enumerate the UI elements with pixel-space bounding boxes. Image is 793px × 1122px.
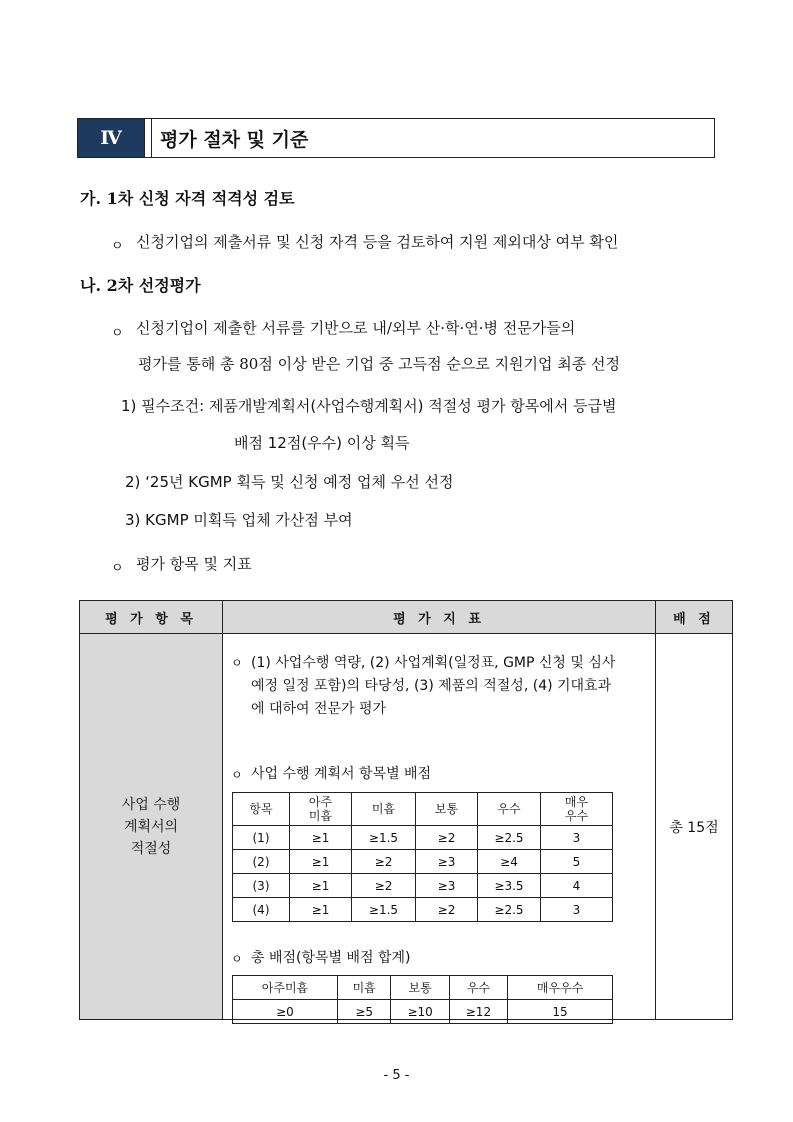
section-title: 평가 절차 및 기준 — [151, 119, 714, 157]
table-row: (4) ≥1 ≥1.5 ≥2 ≥2.5 3 — [233, 898, 613, 922]
evaluation-table — [79, 600, 733, 1020]
bullet-mark: ㅇ — [111, 239, 124, 254]
header-score: 배 점 — [656, 601, 733, 634]
sub1-title: 사업 수행 계획서 항목별 배점 — [251, 766, 432, 782]
item-name-cell: 사업 수행 계획서의 적절성 — [80, 634, 223, 1020]
table-row: (2) ≥1 ≥2 ≥3 ≥4 5 — [233, 850, 613, 874]
table-row: (1) ≥1 ≥1.5 ≥2 ≥2.5 3 — [233, 826, 613, 850]
page-number: - 5 - — [383, 1068, 410, 1083]
part-a-bullet-text: 신청기업의 제출서류 및 신청 자격 등을 검토하여 지원 제외대상 여부 확인 — [136, 233, 619, 251]
header-item: 평 가 항 목 — [80, 601, 223, 634]
part-b-bullet-line1: 신청기업이 제출한 서류를 기반으로 내/외부 산·학·연·병 전문가들의 — [136, 319, 576, 337]
heading-part-a: 가. 1차 신청 자격 적격성 검토 — [80, 189, 295, 208]
table-row: (3) ≥1 ≥2 ≥3 ≥3.5 4 — [233, 874, 613, 898]
header-indicator: 평 가 지 표 — [223, 601, 656, 634]
table-row: ≥0 ≥5 ≥10 ≥12 15 — [233, 1000, 613, 1024]
item-2: 2) ‘25년 KGMP 획득 및 신청 예정 업체 우선 선정 — [125, 473, 454, 491]
part-b-bullet-line2: 평가를 통해 총 80점 이상 받은 기업 중 고득점 순으로 지원기업 최종 선정 — [138, 355, 621, 373]
total-score-table: 아주미흡 미흡 보통 우수 매우우수 ≥0 ≥5 ≥10 ≥12 15 — [232, 975, 613, 1024]
item-1-line1: 1) 필수조건: 제품개발계획서(사업수행계획서) 적절성 평가 항목에서 등급별 — [121, 397, 617, 415]
table-bullet-text: 평가 항목 및 지표 — [136, 555, 252, 573]
indicator-cell: ㅇ (1) 사업수행 역량, (2) 사업계획(일정표, GMP 신청 및 심사 예정 일정 포함)의 타당성, (3) 제품의 적절성, (4) 기대효과 에 대하여 전문가 평가 ㅇ 사업 수행 계획서 항목별 배점 항목 아주 미흡 미흡 보통 우수 매우 우수 (1) ≥1 ≥1.5 ≥2 ≥2.5 3 (2) ≥1 ≥2 ≥3 ≥4 5 (3) ≥1 ≥2 ≥3 ≥3.5 4 (4) ≥1 ≥1.5 ≥2 ≥2.5 3 ㅇ 총 배점(항목별 배점 합계) 아주미흡 미흡 보통 우수 매우우수 ≥0 ≥5 ≥10 ≥12 15 — [223, 634, 656, 1020]
section-number: Ⅳ — [78, 119, 144, 157]
bullet-mark: ㅇ — [111, 326, 124, 341]
sub2-title: 총 배점(항목별 배점 합계) — [251, 950, 411, 966]
item-3: 3) KGMP 미획득 업체 가산점 부여 — [125, 511, 353, 529]
heading-part-b: 나. 2차 선정평가 — [80, 276, 201, 295]
item-1-line2: 배점 12점(우수) 이상 획득 — [234, 434, 410, 452]
section-header — [77, 118, 715, 158]
item-score-table: 항목 아주 미흡 미흡 보통 우수 매우 우수 (1) ≥1 ≥1.5 ≥2 ≥2.5 3 (2) ≥1 ≥2 ≥3 ≥4 5 (3) ≥1 ≥2 ≥3 ≥3.5 4 (4) ≥1 ≥1.5 ≥2 ≥2.5 3 — [232, 792, 613, 922]
score-cell: 총 15점 — [656, 634, 733, 1020]
indicator-description: (1) 사업수행 역량, (2) 사업계획(일정표, GMP 신청 및 심사 예정 일정 포함)의 타당성, (3) 제품의 적절성, (4) 기대효과 에 대하여 전문가 평가 — [251, 655, 616, 717]
bullet-mark: ㅇ — [111, 561, 124, 576]
